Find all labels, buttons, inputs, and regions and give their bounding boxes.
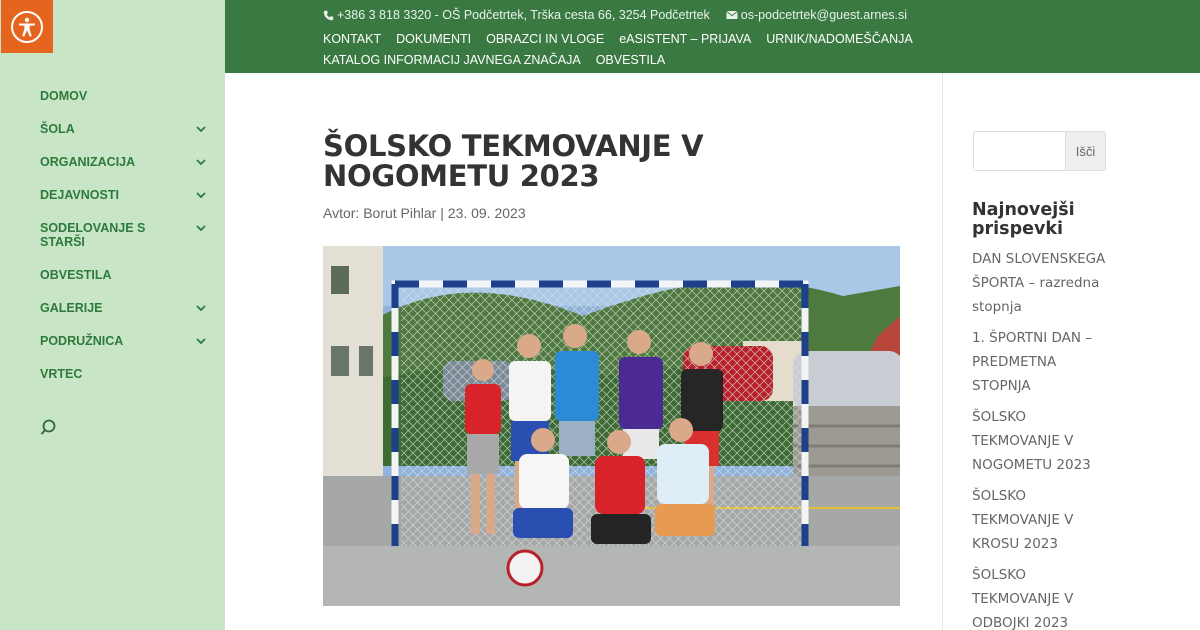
search-input[interactable] (973, 131, 1065, 171)
accessibility-icon (11, 11, 43, 43)
top-header (225, 0, 1200, 73)
contact-info (323, 8, 907, 22)
sidebar-item-3[interactable] (40, 188, 210, 202)
phone-text: +386 3 818 3320 - OŠ Podčetrtek, Trška cesta 66, 3254 Podčetrtek (337, 8, 710, 22)
sidebar-item-4[interactable] (40, 221, 210, 249)
meta-separator: | (436, 205, 448, 221)
topnav-item-1[interactable]: DOKUMENTI (396, 32, 472, 46)
secondary-navigation (323, 29, 1023, 71)
sidebar-item-label: DOMOV (40, 89, 88, 103)
phone-icon (323, 10, 334, 21)
page-title: ŠOLSKO TEKMOVANJE V NOGOMETU 2023 (323, 129, 704, 193)
chevron-down-icon[interactable] (195, 122, 207, 136)
sidebar-item-label: ORGANIZACIJA (40, 155, 136, 169)
post-date: 23. 09. 2023 (447, 205, 526, 221)
sidebar (0, 0, 225, 630)
accessibility-button[interactable] (1, 0, 53, 53)
sidebar-divider (942, 73, 943, 630)
author-prefix: Avtor: (323, 205, 364, 221)
recent-post-link[interactable]: DAN SLOVENSKEGA ŠPORTA – razredna stopnja (972, 251, 1106, 315)
featured-image (323, 246, 900, 606)
sidebar-item-5[interactable] (40, 268, 210, 282)
recent-post-link[interactable]: ŠOLSKO TEKMOVANJE V NOGOMETU 2023 (972, 409, 1091, 473)
sidebar-item-label: ŠOLA (40, 122, 75, 136)
chevron-down-icon[interactable] (195, 221, 207, 235)
sidebar-item-label: GALERIJE (40, 301, 103, 315)
sidebar-item-8[interactable] (40, 367, 210, 381)
chevron-down-icon[interactable] (195, 301, 207, 315)
recent-post-link[interactable]: ŠOLSKO TEKMOVANJE V ODBOJKI 2023 (972, 567, 1074, 630)
topnav-item-4[interactable]: URNIK/NADOMEŠČANJA (766, 32, 913, 46)
sidebar-item-2[interactable] (40, 155, 210, 169)
chevron-down-icon[interactable] (195, 334, 207, 348)
topnav-item-2[interactable]: OBRAZCI IN VLOGE (486, 32, 605, 46)
sidebar-item-label: SODELOVANJE S STARŠI (40, 221, 146, 249)
topnav-item-0[interactable]: KONTAKT (323, 32, 382, 46)
phone-info (323, 8, 710, 22)
sidebar-item-label: VRTEC (40, 367, 83, 381)
sidebar-item-label: PODRUŽNICA (40, 334, 124, 348)
main-navigation (40, 89, 210, 400)
topnav-item-6[interactable]: OBVESTILA (595, 53, 666, 67)
envelope-icon (726, 10, 738, 20)
post-meta (323, 205, 526, 221)
recent-post-link[interactable]: ŠOLSKO TEKMOVANJE V KROSU 2023 (972, 488, 1074, 552)
recent-posts-list (972, 247, 1112, 630)
email-text: os-podcetrtek@guest.arnes.si (740, 8, 908, 22)
sidebar-item-label: OBVESTILA (40, 268, 112, 282)
chevron-down-icon[interactable] (195, 155, 207, 169)
topnav-item-3[interactable]: eASISTENT – PRIJAVA (619, 32, 752, 46)
search-widget (973, 131, 1106, 171)
chevron-down-icon[interactable] (195, 188, 207, 202)
topnav-item-5[interactable]: KATALOG INFORMACIJ JAVNEGA ZNAČAJA (323, 53, 581, 67)
author-link[interactable]: Borut Pihlar (363, 205, 437, 221)
sidebar-item-label: DEJAVNOSTI (40, 188, 119, 202)
sidebar-item-0[interactable] (40, 89, 210, 103)
search-button[interactable]: Išči (1065, 131, 1106, 171)
recent-post-link[interactable]: 1. ŠPORTNI DAN – PREDMETNA STOPNJA (972, 330, 1093, 394)
search-icon[interactable] (38, 417, 60, 439)
recent-posts-title: Najnovejši prispevki (972, 200, 1075, 239)
sidebar-item-1[interactable] (40, 122, 210, 136)
sidebar-item-7[interactable] (40, 334, 210, 348)
email-info[interactable] (726, 8, 907, 22)
sidebar-item-6[interactable] (40, 301, 210, 315)
